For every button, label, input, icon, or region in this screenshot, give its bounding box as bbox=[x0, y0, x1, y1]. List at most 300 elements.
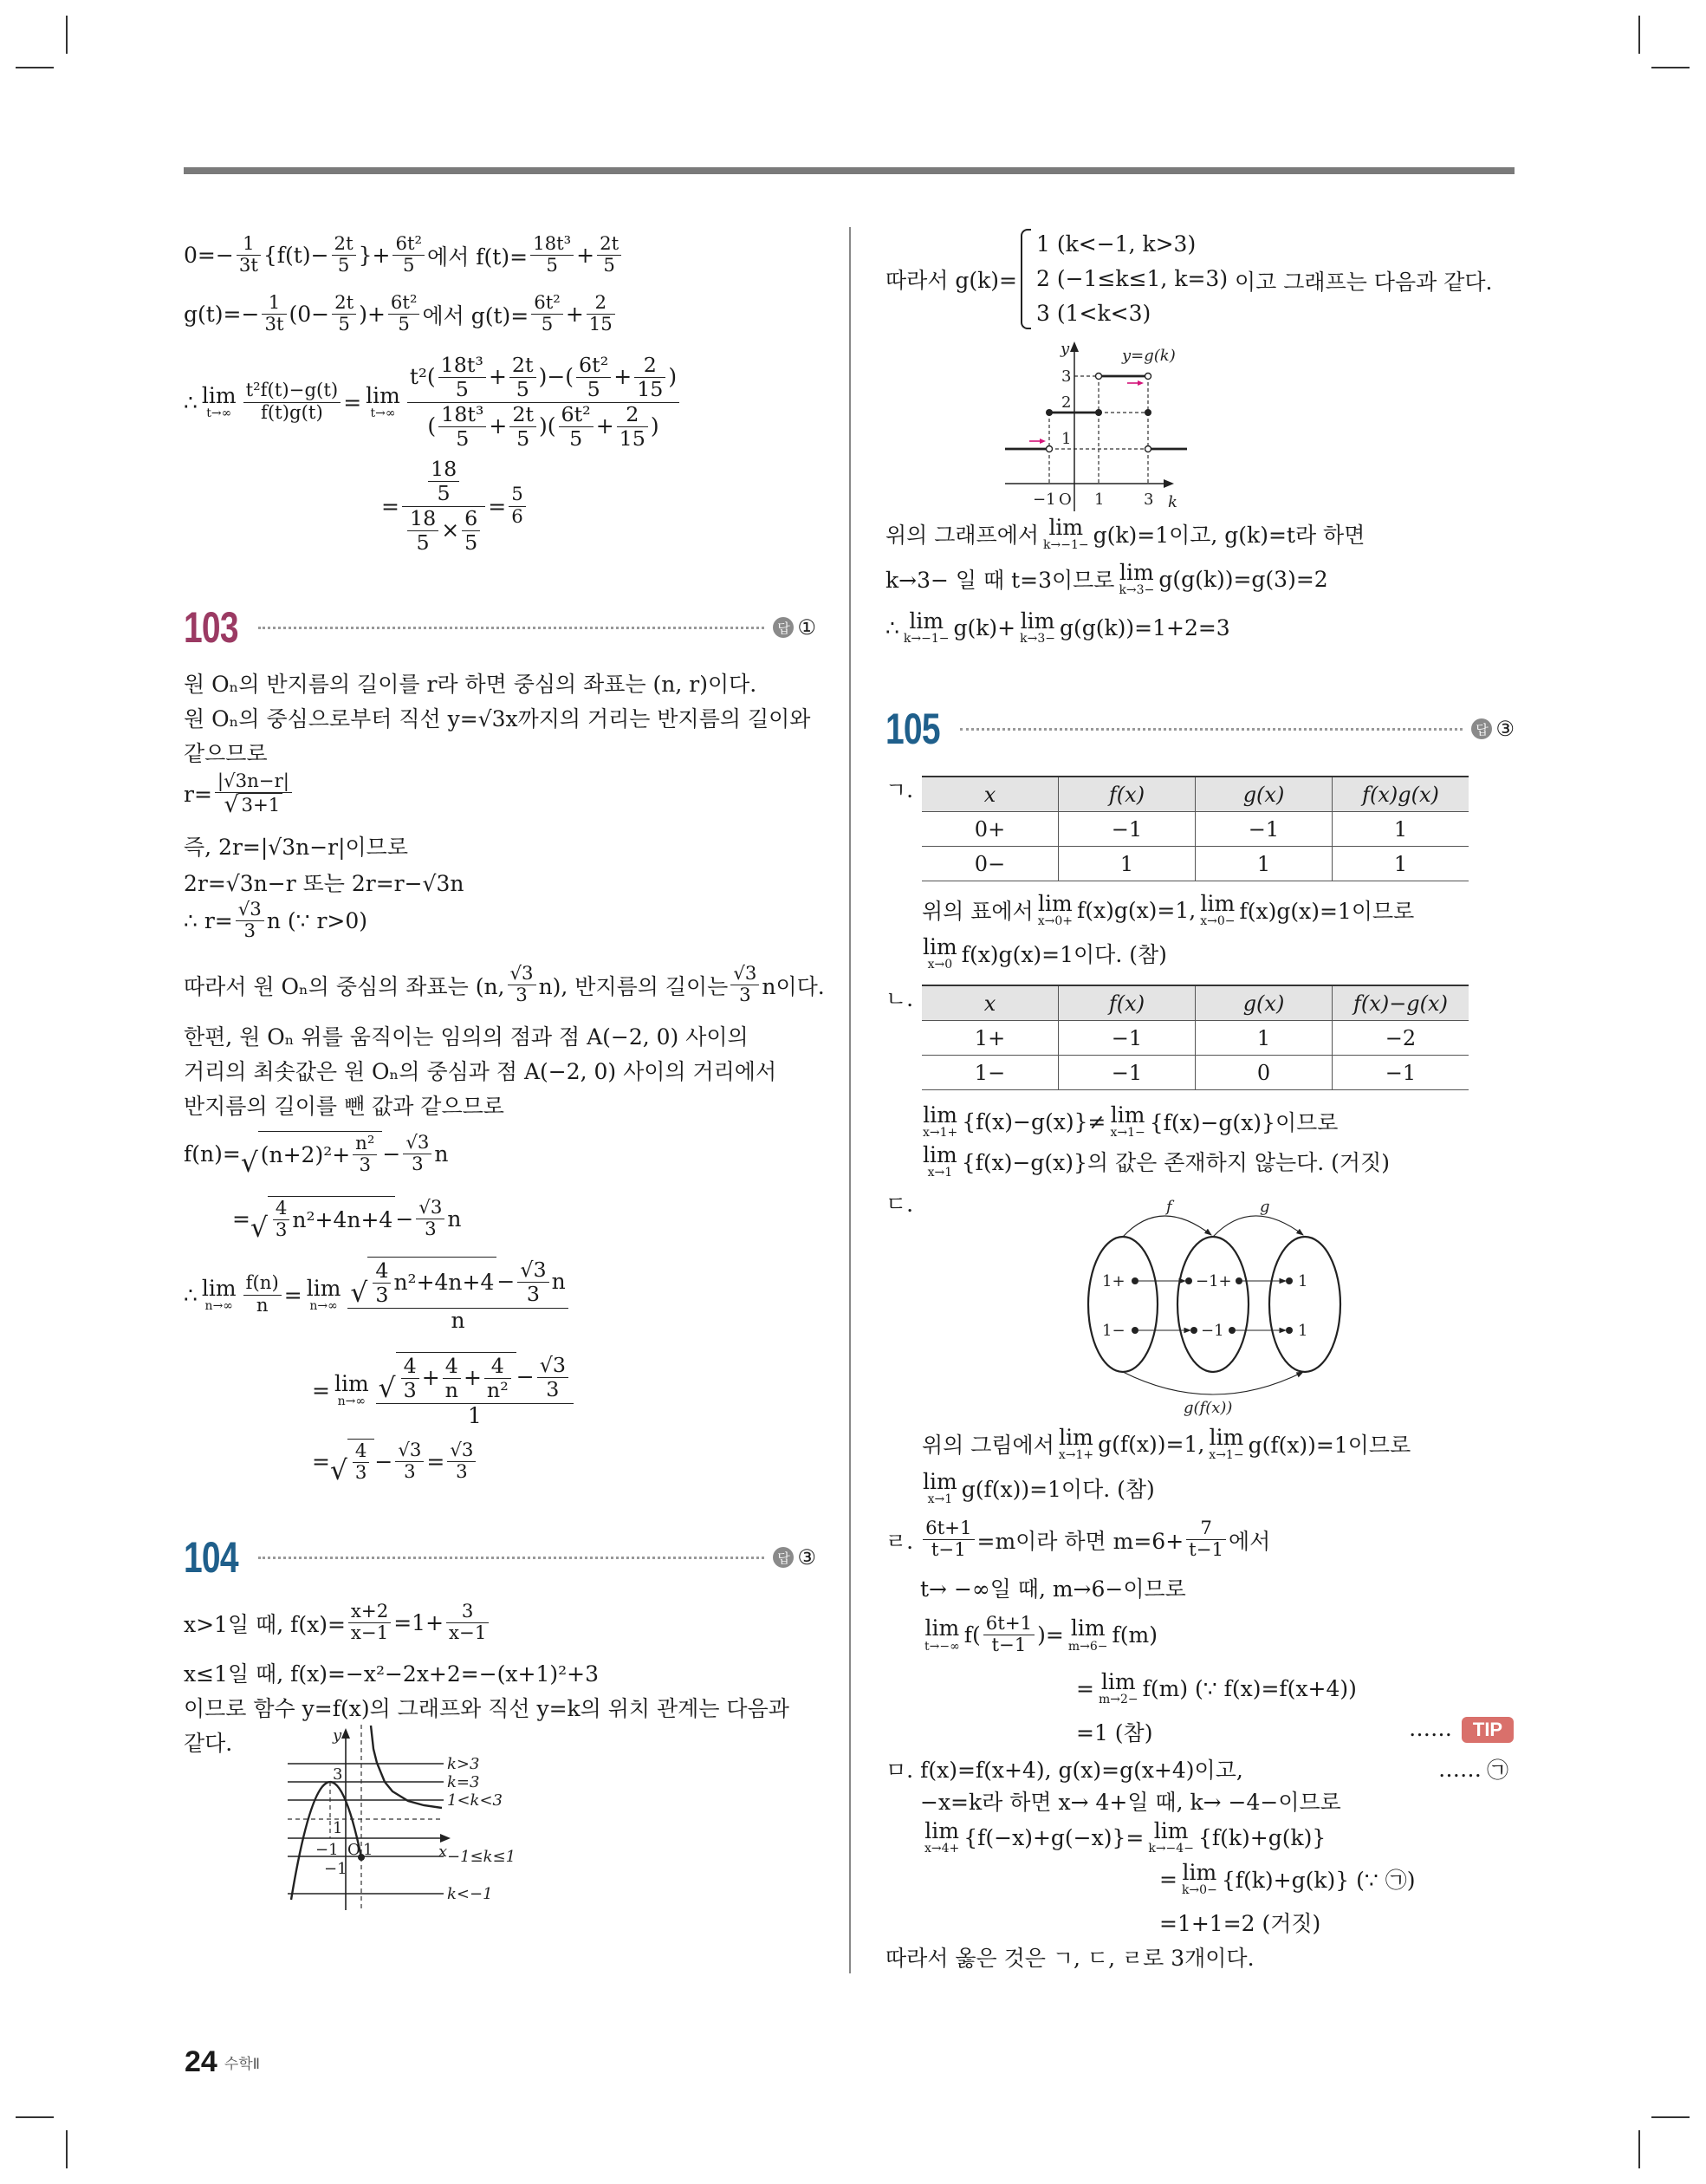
lim-subscript: k→−4− bbox=[1148, 1842, 1194, 1856]
numerator: 18 bbox=[407, 507, 438, 531]
text: n²+4n+4 bbox=[292, 1207, 393, 1233]
text: = bbox=[283, 1282, 302, 1308]
label-g-f-x: g(f(x)) bbox=[1184, 1399, 1233, 1417]
table-row bbox=[922, 1056, 1469, 1090]
text-line: 같으므로 bbox=[184, 741, 268, 766]
lim-word: lim bbox=[924, 1615, 960, 1641]
fraction bbox=[509, 403, 536, 452]
lim-subscript: x→1 bbox=[927, 1492, 953, 1507]
text-line bbox=[1076, 1671, 1357, 1706]
denominator: 5 bbox=[437, 481, 451, 506]
lim-word: lim bbox=[334, 1370, 369, 1396]
radicand bbox=[367, 1257, 496, 1308]
hyperbola-curve bbox=[371, 1726, 442, 1808]
text-line: 한편, 원 Oₙ 위를 움직이는 임의의 점과 점 A(−2, 0) 사이의 bbox=[184, 1024, 749, 1050]
text-line: 같다. bbox=[184, 1731, 233, 1756]
tick-label: 2 bbox=[1061, 393, 1072, 412]
table-cell: −1 bbox=[1059, 1056, 1196, 1090]
text: f(m) (∵ f(x)=f(x+4)) bbox=[1142, 1675, 1357, 1701]
denominator: 5 bbox=[516, 377, 529, 402]
limit bbox=[1200, 893, 1235, 928]
arrow-g bbox=[1213, 1216, 1303, 1237]
text: g(f(x))=1이다. (참) bbox=[961, 1477, 1155, 1503]
text: 에서 g(t)= bbox=[422, 302, 529, 328]
closed-point bbox=[1046, 409, 1053, 416]
lim-subscript: x→0+ bbox=[1037, 914, 1073, 929]
text-line bbox=[885, 1753, 1243, 1784]
numerator: 2t bbox=[332, 293, 356, 315]
root-sign: √ bbox=[329, 1454, 347, 1486]
table-row bbox=[922, 1021, 1469, 1056]
fraction bbox=[332, 293, 356, 336]
answer-badge-icon: 답 bbox=[773, 617, 794, 638]
lim-word: lim bbox=[1048, 515, 1084, 540]
crop-mark bbox=[16, 2116, 54, 2118]
lim-word: lim bbox=[201, 1275, 237, 1301]
denominator: 3 bbox=[546, 1376, 560, 1401]
item-label: ㄹ. bbox=[885, 1528, 914, 1554]
lim-word: lim bbox=[1070, 1615, 1106, 1641]
text-line bbox=[184, 964, 825, 1007]
therefore: ∴ bbox=[184, 1282, 198, 1308]
root-sign: √ bbox=[250, 1212, 268, 1244]
fraction bbox=[983, 1614, 1035, 1657]
lim-subscript: x→0 bbox=[927, 958, 953, 972]
tick-label: 1 bbox=[1061, 430, 1072, 448]
text-line bbox=[885, 610, 1230, 646]
denominator: 15 bbox=[588, 314, 613, 336]
text: r= bbox=[184, 781, 212, 807]
tick-label: 3 bbox=[333, 1765, 343, 1784]
lim-subscript: x→1+ bbox=[923, 1126, 958, 1141]
header-rule bbox=[184, 167, 1515, 174]
text: = bbox=[1076, 1675, 1094, 1701]
fraction bbox=[634, 354, 665, 402]
numerator: √3 bbox=[395, 1440, 424, 1462]
root-sign: √ bbox=[378, 1373, 396, 1405]
denominator: 5 bbox=[516, 426, 530, 451]
therefore: ∴ bbox=[885, 614, 899, 640]
fraction bbox=[273, 1199, 290, 1242]
numerator: √3 bbox=[416, 1198, 444, 1219]
radicand bbox=[258, 1131, 383, 1177]
open-point bbox=[1047, 446, 1053, 452]
crop-mark bbox=[1651, 67, 1690, 68]
fraction bbox=[537, 1354, 568, 1402]
equation-f-t bbox=[184, 234, 624, 277]
table-cell: 1 bbox=[1333, 847, 1469, 881]
x-axis-arrow-icon bbox=[440, 1834, 451, 1843]
denominator: t−1 bbox=[991, 1635, 1027, 1657]
denominator: 5 bbox=[416, 530, 430, 555]
limit bbox=[923, 1104, 957, 1140]
denominator: 5 bbox=[398, 314, 410, 336]
lim-subscript: k→−1− bbox=[903, 632, 950, 647]
text: k→3− 일 때 t=3이므로 bbox=[885, 568, 1115, 594]
table-cell: −1 bbox=[1059, 1021, 1196, 1056]
numerator: 18 bbox=[428, 458, 459, 482]
table-row bbox=[922, 812, 1469, 847]
label-g: g bbox=[1260, 1198, 1270, 1216]
radicand: 3+1 bbox=[238, 793, 282, 816]
line-label: k<−1 bbox=[447, 1885, 493, 1903]
fraction bbox=[428, 458, 459, 506]
numerator: 18t³ bbox=[438, 403, 486, 427]
fraction bbox=[617, 403, 648, 452]
lim-subscript: n→∞ bbox=[337, 1394, 366, 1408]
text: f(x)=f(x+4), g(x)=g(x+4)이고, bbox=[920, 1758, 1243, 1783]
crop-mark bbox=[66, 16, 68, 54]
lim-subscript: x→1 bbox=[927, 1166, 953, 1180]
limit bbox=[307, 1277, 341, 1313]
answer-badge-icon: 답 bbox=[1471, 718, 1492, 739]
lim-subscript: t→−∞ bbox=[924, 1639, 960, 1654]
conclusion: 따라서 옳은 것은 ㄱ, ㄷ, ㄹ로 3개이다. bbox=[885, 1946, 1255, 1971]
square-root bbox=[241, 1131, 383, 1177]
lim-subscript: m→6− bbox=[1067, 1639, 1108, 1654]
denominator: 5 bbox=[464, 530, 478, 555]
equation-f-n bbox=[184, 1131, 449, 1177]
mapping-diagram bbox=[1066, 1187, 1360, 1430]
item-label: ㄱ. bbox=[885, 777, 914, 803]
numerator: 2 bbox=[634, 354, 665, 378]
text: g(f(x))=1, bbox=[1098, 1431, 1205, 1457]
text: 0=− bbox=[184, 243, 234, 269]
graph-f-x bbox=[277, 1725, 676, 1985]
text: {f(−x)+g(−x)}= bbox=[963, 1824, 1145, 1850]
text-line: t→ −∞일 때, m→6−이므로 bbox=[920, 1576, 1186, 1602]
denominator: 5 bbox=[546, 255, 558, 277]
dotted-leader bbox=[960, 728, 1463, 731]
y-axis-arrow-icon bbox=[341, 1728, 350, 1739]
square-root bbox=[350, 1257, 496, 1308]
answer: ① bbox=[797, 615, 816, 640]
numerator: √3 bbox=[508, 964, 536, 985]
table-cell: 1 bbox=[1059, 847, 1196, 881]
denominator: t−1 bbox=[931, 1539, 966, 1562]
table-header-row bbox=[922, 777, 1469, 812]
table-cell: −2 bbox=[1333, 1021, 1469, 1056]
dotted-leader bbox=[258, 1557, 764, 1559]
fraction bbox=[509, 484, 526, 528]
text-line: 반지름의 길이를 뺀 값과 같으므로 bbox=[184, 1094, 504, 1119]
denominator: 5 bbox=[337, 255, 350, 277]
point bbox=[1236, 1277, 1242, 1284]
numerator: x+2 bbox=[348, 1602, 391, 1623]
text: n (∵ r>0) bbox=[266, 908, 368, 934]
text: = bbox=[381, 493, 399, 519]
text: )( bbox=[539, 413, 556, 439]
numerator: 4 bbox=[484, 1355, 511, 1379]
limit bbox=[1099, 1671, 1138, 1706]
table-cell: 1+ bbox=[922, 1021, 1059, 1056]
numerator: 6t² bbox=[576, 354, 611, 378]
big-fraction bbox=[402, 458, 485, 555]
crop-mark bbox=[1638, 2130, 1640, 2168]
limit bbox=[1148, 1820, 1194, 1856]
line-label: −1≤k≤1 bbox=[447, 1848, 516, 1866]
text: f(x)g(x)=1이다. (참) bbox=[961, 942, 1167, 968]
numerator: 2t bbox=[597, 234, 621, 256]
lim-subscript: n→∞ bbox=[309, 1298, 338, 1313]
equation-limit-result bbox=[312, 1439, 478, 1485]
denominator: 5 bbox=[455, 377, 469, 402]
text: f(x)g(x)=1이므로 bbox=[1239, 899, 1415, 925]
text-line bbox=[918, 1104, 1338, 1140]
square-root bbox=[379, 1352, 516, 1403]
text: + bbox=[421, 1365, 440, 1391]
text-line bbox=[922, 893, 1414, 928]
denominator: n² bbox=[486, 1378, 509, 1403]
text: f(m) bbox=[1112, 1622, 1158, 1648]
fraction bbox=[438, 403, 486, 452]
text-line bbox=[1159, 1862, 1415, 1897]
numerator: 6t² bbox=[559, 403, 594, 427]
table-g bbox=[922, 776, 1469, 881]
fraction bbox=[215, 771, 292, 817]
lim-word: lim bbox=[923, 1142, 957, 1167]
graph-g-k bbox=[1005, 329, 1248, 520]
element-label: −1+ bbox=[1196, 1272, 1232, 1290]
lim-word: lim bbox=[1059, 1425, 1093, 1450]
denominator: 3 bbox=[456, 1460, 468, 1483]
line-label: k>3 bbox=[447, 1755, 480, 1773]
text: = bbox=[1159, 1866, 1177, 1892]
text: =m이라 하면 m=6+ bbox=[976, 1528, 1184, 1554]
fraction bbox=[462, 507, 480, 556]
table-cell: 0+ bbox=[922, 812, 1059, 847]
y-axis-arrow-icon bbox=[1070, 341, 1079, 352]
marker-circled: ㉠ bbox=[1487, 1758, 1509, 1783]
lim-word: lim bbox=[924, 1818, 959, 1843]
denominator: 3 bbox=[412, 1153, 424, 1175]
column-header: f(x) bbox=[1059, 985, 1196, 1021]
root-sign: √ bbox=[240, 1147, 258, 1179]
tip-badge[interactable]: TIP bbox=[1462, 1717, 1514, 1743]
piecewise-g-k bbox=[885, 227, 1228, 331]
x-axis-arrow-icon bbox=[1164, 479, 1174, 488]
fraction bbox=[353, 1134, 377, 1177]
text: x>1일 때, f(x)= bbox=[184, 1611, 346, 1637]
denominator: 3t bbox=[264, 314, 284, 336]
numerator: 6 bbox=[462, 507, 480, 531]
denominator: f(t)g(t) bbox=[261, 401, 323, 424]
open-point bbox=[1145, 446, 1151, 452]
square-root bbox=[224, 791, 283, 819]
text-line: 즉, 2r=|√3n−r|이므로 bbox=[184, 835, 408, 860]
text-line bbox=[920, 1820, 1326, 1856]
text: + bbox=[488, 364, 507, 390]
text-line: =1+1=2 (거짓) bbox=[1159, 1911, 1321, 1936]
text: = bbox=[312, 1377, 330, 1403]
limit bbox=[1068, 1617, 1108, 1653]
numerator: 1 bbox=[237, 234, 261, 256]
lim-subscript: k→3− bbox=[1020, 632, 1055, 647]
section-header-105 bbox=[885, 704, 1515, 754]
lim-word: lim bbox=[1209, 1425, 1244, 1450]
x-axis-label: x bbox=[438, 1843, 448, 1861]
text: × bbox=[441, 517, 460, 543]
text-line bbox=[885, 562, 1328, 597]
text-line bbox=[922, 1427, 1411, 1462]
numerator: 18t³ bbox=[530, 234, 574, 256]
numerator: t²f(t)−g(t) bbox=[243, 380, 341, 402]
limit bbox=[1043, 517, 1089, 552]
crop-mark bbox=[1638, 16, 1640, 54]
denominator: 5 bbox=[569, 426, 583, 451]
lim-subscript: x→1− bbox=[1110, 1126, 1145, 1141]
numerator: 4 bbox=[443, 1355, 461, 1379]
text: 따라서 g(k)= bbox=[885, 268, 1018, 293]
line-label: k=3 bbox=[447, 1773, 480, 1791]
numerator: √3 bbox=[517, 1258, 548, 1283]
lim-word: lim bbox=[1153, 1818, 1189, 1843]
lim-word: lim bbox=[1037, 891, 1073, 916]
denominator: 3 bbox=[359, 1154, 372, 1177]
text-line: 거리의 최솟값은 원 Oₙ의 중심과 점 A(−2, 0) 사이의 거리에서 bbox=[184, 1059, 777, 1084]
denominator: 5 bbox=[541, 314, 554, 336]
text: = bbox=[488, 493, 507, 519]
denominator: 3 bbox=[526, 1281, 541, 1306]
numerator: 4 bbox=[353, 1441, 370, 1463]
text: …… bbox=[1438, 1756, 1482, 1782]
denominator: 3t bbox=[238, 255, 258, 277]
element-label: 1 bbox=[1298, 1322, 1308, 1340]
page-number: 24 bbox=[185, 2045, 217, 2078]
text: 에서 f(t)= bbox=[427, 244, 529, 270]
equation-limit bbox=[184, 354, 682, 451]
numerator bbox=[347, 1257, 568, 1309]
text: g(g(k))=1+2=3 bbox=[1059, 614, 1230, 640]
page-footer bbox=[185, 2045, 260, 2079]
numerator bbox=[402, 458, 485, 507]
denominator: 5 bbox=[603, 255, 615, 277]
text: n bbox=[447, 1206, 462, 1232]
text: − bbox=[516, 1363, 535, 1389]
denominator: 5 bbox=[456, 426, 470, 451]
text: + bbox=[489, 413, 508, 439]
limit bbox=[202, 1277, 237, 1313]
point bbox=[1132, 1327, 1138, 1334]
text-line bbox=[918, 1144, 1390, 1180]
numerator: 2t bbox=[509, 354, 536, 378]
lim-word: lim bbox=[306, 1275, 341, 1301]
limit bbox=[1059, 1427, 1093, 1462]
radicand bbox=[396, 1352, 516, 1403]
text: {f(k)+g(k)} (∵ ㉠) bbox=[1221, 1868, 1416, 1894]
text: − bbox=[395, 1206, 414, 1232]
lim-word: lim bbox=[1020, 608, 1055, 634]
fraction bbox=[373, 1259, 391, 1308]
radicand bbox=[268, 1196, 395, 1242]
lim-subscript: k→−1− bbox=[1043, 538, 1089, 553]
denominator: 5 bbox=[587, 377, 600, 402]
closed-point bbox=[1145, 409, 1151, 416]
subject-label: 수학Ⅱ bbox=[224, 2056, 261, 2073]
fraction bbox=[484, 1355, 511, 1403]
lim-subscript: m→2− bbox=[1098, 1693, 1138, 1707]
text: − bbox=[382, 1141, 401, 1167]
point bbox=[1185, 1277, 1192, 1284]
text: = bbox=[232, 1206, 250, 1232]
root-sign: √ bbox=[224, 791, 239, 819]
text: }+ bbox=[358, 243, 391, 269]
numerator: 6t² bbox=[392, 234, 425, 256]
numerator: 7 bbox=[1186, 1518, 1226, 1540]
open-point bbox=[1096, 374, 1102, 380]
denominator: 3 bbox=[243, 920, 256, 943]
line-label: 1<k<3 bbox=[447, 1791, 503, 1810]
text: n이다. bbox=[762, 973, 825, 999]
limit bbox=[201, 382, 237, 420]
text: {f(x)−g(x)}≠ bbox=[962, 1108, 1106, 1134]
lim-subscript: n→∞ bbox=[204, 1298, 233, 1313]
text: = bbox=[343, 389, 362, 415]
numerator: √3 bbox=[403, 1133, 431, 1154]
text: {f(x)−g(x)}이므로 bbox=[1149, 1110, 1339, 1136]
tick-label: −1 bbox=[324, 1860, 347, 1878]
table-cell: 1 bbox=[1196, 847, 1333, 881]
numerator: 6t² bbox=[531, 293, 563, 315]
fraction bbox=[348, 1602, 391, 1645]
fraction bbox=[597, 234, 621, 277]
tick-label: −1 bbox=[315, 1841, 339, 1859]
lim-word: lim bbox=[1182, 1860, 1217, 1885]
point bbox=[1229, 1327, 1236, 1334]
text: n bbox=[434, 1141, 449, 1167]
limit bbox=[923, 1471, 957, 1506]
point bbox=[1286, 1277, 1293, 1284]
denominator: 3 bbox=[404, 1460, 416, 1483]
element-label: 1 bbox=[1298, 1272, 1308, 1290]
text: = bbox=[312, 1448, 330, 1474]
lim-subscript: k→3− bbox=[1119, 583, 1155, 598]
fraction bbox=[508, 964, 536, 1007]
limit bbox=[924, 1820, 959, 1856]
case: 2 (−1≤k≤1, k=3) bbox=[1036, 266, 1229, 291]
text: g(k)=1이고, g(k)=t라 하면 bbox=[1093, 523, 1365, 549]
table-header-row bbox=[922, 985, 1469, 1021]
denominator bbox=[402, 507, 485, 556]
section-header-104 bbox=[184, 1532, 816, 1583]
numerator: f(n) bbox=[243, 1273, 282, 1295]
text: 에서 bbox=[1229, 1528, 1271, 1554]
fraction bbox=[730, 964, 759, 1007]
table-cell: 1− bbox=[922, 1056, 1059, 1090]
denominator: t−1 bbox=[1189, 1539, 1224, 1562]
numerator: 4 bbox=[373, 1259, 391, 1284]
point bbox=[1190, 1327, 1197, 1334]
limit bbox=[923, 936, 957, 972]
fraction bbox=[243, 380, 341, 424]
text: f( bbox=[963, 1622, 981, 1648]
cases bbox=[1036, 227, 1228, 331]
open-point bbox=[1145, 374, 1151, 380]
denominator: n bbox=[256, 1294, 269, 1316]
equation-marker bbox=[1438, 1753, 1508, 1784]
text-line bbox=[918, 936, 1167, 972]
text: + bbox=[576, 243, 595, 269]
text: 위의 그래프에서 bbox=[885, 523, 1039, 549]
text-line: 2r=√3n−r 또는 2r=r−√3n bbox=[184, 871, 464, 896]
text: )−( bbox=[538, 364, 574, 390]
item-label: ㄴ. bbox=[885, 986, 914, 1011]
fraction bbox=[236, 900, 264, 943]
dotted-leader bbox=[258, 627, 764, 629]
fraction bbox=[1186, 1518, 1226, 1562]
text: ) bbox=[668, 364, 678, 390]
limit bbox=[1182, 1862, 1217, 1897]
